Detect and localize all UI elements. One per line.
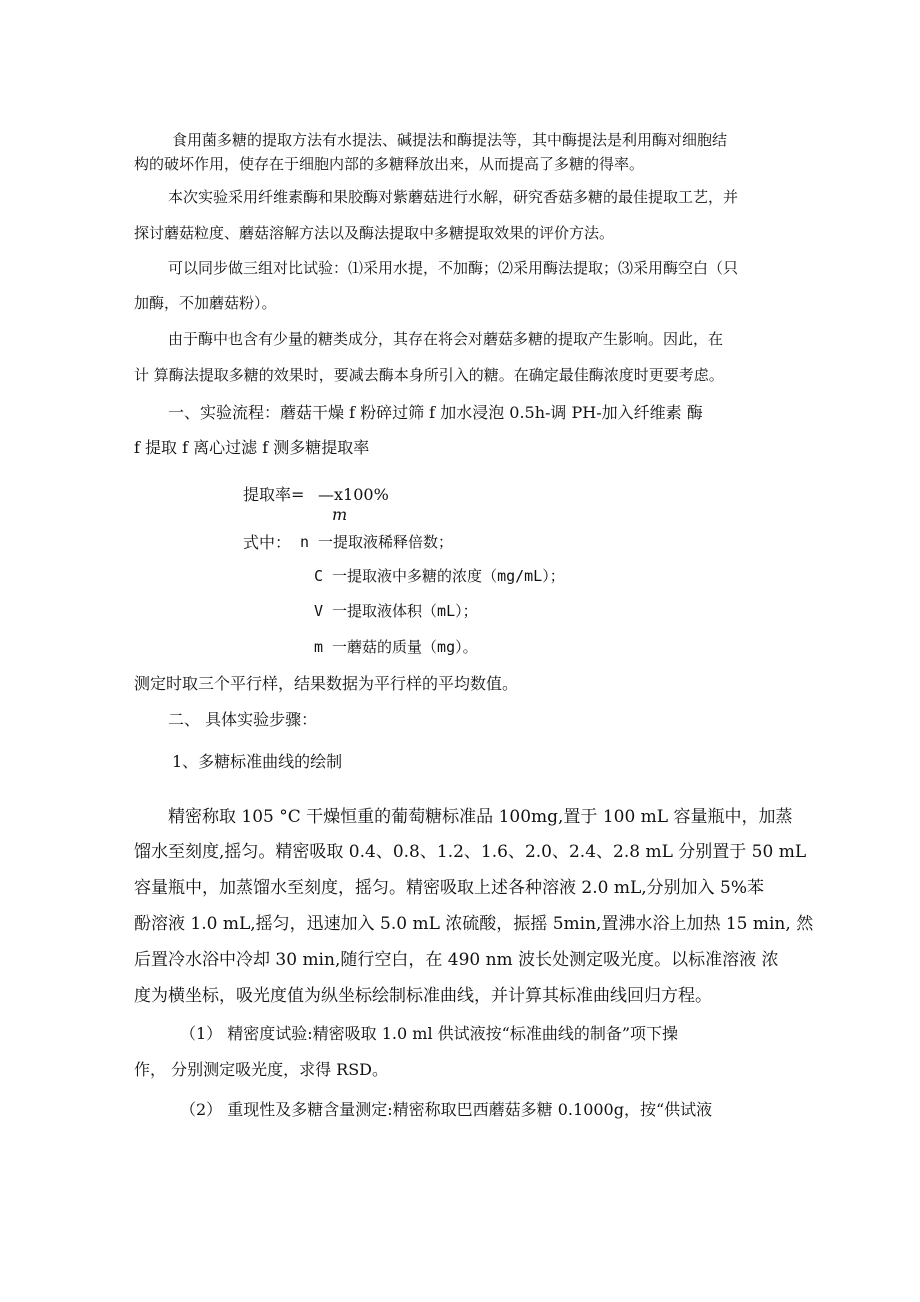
formula-rhs: —x100%: [318, 485, 389, 504]
formula-var-n: n 一提取液稀释倍数；: [300, 533, 454, 551]
formula-where-label: 式中：: [243, 533, 292, 552]
item-2-line-1: （2） 重现性及多糖含量测定:精密称取巴西蘑菇多糖 0.1000g，按“供试液: [180, 1100, 713, 1119]
procedure-line-2: 馏水至刻度,摇匀。精密吸取 0.4、0.8、1.2、1.6、2.0、2.4、2.8 mL 分别置于 50 mL: [134, 842, 807, 862]
procedure-line-3: 容量瓶中，加蒸馏水至刻度，摇匀。精密吸取上述各种溶液 2.0 mL,分别加入 5%苯: [134, 878, 765, 898]
intro-paragraph-1-line-1: 食用菌多糖的提取方法有水提法、碱提法和酶提法等，其中酶提法是利用酶对细胞结: [172, 131, 728, 149]
intro-paragraph-2-line-2: 探讨蘑菇粒度、蘑菇溶解方法以及酶法提取中多糖提取效果的评价方法。: [134, 224, 615, 242]
intro-paragraph-1-line-2: 构的破坏作用，使存在于细胞内部的多糖释放出来，从而提高了多糖的得率。: [134, 155, 645, 173]
section-2-heading: 二、 具体实验步骤：: [168, 710, 318, 729]
procedure-line-5: 后置冷水浴中冷却 30 min,随行空白，在 490 nm 波长处测定吸光度。以标准溶液 浓: [134, 950, 779, 970]
measurement-note: 测定时取三个平行样，结果数据为平行样的平均数值。: [134, 674, 519, 693]
procedure-line-4: 酚溶液 1.0 mL,摇匀，迅速加入 5.0 mL 浓硫酸，振摇 5min,置沸水浴上加热 15 min, 然: [134, 914, 814, 934]
formula-var-v: V 一提取液体积（mL）；: [314, 602, 478, 620]
intro-paragraph-3-line-2: 加酶，不加蘑菇粉）。: [134, 294, 277, 312]
formula-denominator: m: [332, 505, 348, 524]
procedure-line-1: 精密称取 105 °C 干燥恒重的葡萄糖标准品 100mg,置于 100 mL 容量瓶中，加蒸: [168, 807, 793, 827]
subsection-1-heading: 1、多糖标准曲线的绘制: [172, 752, 343, 771]
formula-var-c: C 一提取液中多糖的浓度（mg/mL）；: [314, 567, 565, 585]
formula-var-m: m 一蘑菇的质量（mg）。: [314, 638, 478, 656]
procedure-line-6: 度为横坐标，吸光度值为纵坐标绘制标准曲线，并计算其标准曲线回归方程。: [134, 986, 712, 1006]
section-1-flow-line-2: f 提取 f 离心过滤 f 测多糖提取率: [134, 438, 370, 457]
item-1-line-2: 作， 分别测定吸光度，求得 RSD。: [134, 1060, 389, 1079]
section-1-flow-line-1: 一、实验流程：蘑菇干燥 f 粉碎过筛 f 加水浸泡 0.5h-调 PH-加入纤维素 酶: [168, 403, 703, 422]
item-1-line-1: （1） 精密度试验:精密吸取 1.0 ml 供试液按“标准曲线的制备”项下操: [180, 1024, 679, 1043]
intro-paragraph-4-line-2: 计 算酶法提取多糖的效果时，要减去酶本身所引入的糖。在确定最佳酶浓度时更要考虑。: [134, 366, 724, 384]
formula-lhs: 提取率=: [243, 485, 305, 504]
intro-paragraph-3-line-1: 可以同步做三组对比试验：⑴采用水提，不加酶；⑵采用酶法提取；⑶采用酶空白（只: [168, 259, 739, 277]
intro-paragraph-2-line-1: 本次实验采用纤维素酶和果胶酶对紫蘑菇进行水解，研究香菇多糖的最佳提取工艺，并: [168, 188, 739, 206]
intro-paragraph-4-line-1: 由于酶中也含有少量的糖类成分，其存在将会对蘑菇多糖的提取产生影响。因此，在: [168, 330, 724, 348]
